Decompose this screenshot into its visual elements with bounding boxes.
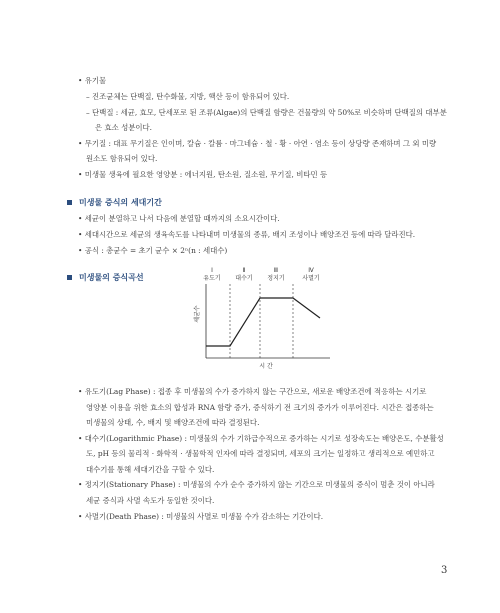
phase-1-num: Ⅰ (211, 267, 213, 274)
lag-phase-line-1: • 유도기(Lag Phase) : 접종 후 미생물의 수가 증가하지 않는 구간으로, 새로운 배양조건에 적응하는 시기로 (78, 387, 427, 396)
page-number: 3 (441, 565, 448, 576)
lag-phase-line-2: 영양분 이용을 위한 효소의 합성과 RNA 함량 증가, 증식하기 전 크기의 증가가 이루어진다. 시간은 접종하는 (86, 403, 434, 412)
growth-curve-line (206, 298, 320, 346)
lag-phase-line-3: 미생물의 상태, 수, 배지 및 배양조건에 따라 결정된다. (86, 418, 260, 427)
organic-heading: • 유기물 (78, 76, 107, 85)
phase-2-label: 대수기 (235, 275, 253, 282)
death-phase-line-1: • 사멸기(Death Phase) : 미생물의 사멸로 미생물 수가 감소하는 기간이다. (78, 512, 324, 521)
phase-4-num: Ⅳ (308, 267, 314, 274)
protein-line-3: 은 효소 성분이다. (95, 123, 153, 132)
protein-line-1: – 진조균체는 단백질, 탄수화물, 지방, 핵산 등이 함유되어 있다. (86, 92, 290, 101)
inorganic-line-1: • 무기질 : 대표 무기질은 인이며, 칼슘 · 칼륨 · 마그네슘 · 철 · 황 · 아연 · 염소 등이 상당량 존재하며 그 외 미량 (78, 139, 437, 148)
stationary-phase-line-2: 세균 증식과 사멸 속도가 동일한 것이다. (86, 496, 215, 505)
growth-curve-diagram (180, 262, 340, 378)
x-axis-label: 시 간 (259, 363, 273, 370)
protein-line-2: – 단백질 : 세균, 효모, 단세포로 된 조류(Algae)의 단백질 함량은 건물량의 약 50%로 비슷하며 단백질의 대부분 (86, 108, 447, 117)
phase-3-num: Ⅲ (273, 267, 279, 274)
phase-1-label: 유도기 (203, 275, 221, 282)
stationary-phase-line-1: • 정지기(Stationary Phase) : 미생물의 수가 순수 증가하지 않는 기간으로 미생물의 증식이 멈춘 것이 아니라 (78, 480, 435, 489)
generation-bullet-2: • 세대시간으로 세균의 생육속도를 나타내며 미생물의 종류, 배지 조성이나 배양조건 등에 따라 달라진다. (78, 230, 416, 239)
curve-title-text: 미생물의 증식곡선 (79, 273, 144, 282)
phase-4-label: 사멸기 (302, 275, 320, 282)
generation-section-title (67, 197, 162, 208)
section-square-icon (67, 275, 72, 280)
log-phase-line-2: 도, pH 등의 물리적 · 화학적 · 생물학적 인자에 따라 결정되며, 세포의 크기는 일정하고 생리적으로 예민하고 (86, 449, 435, 458)
log-phase-line-3: 대수기를 통해 세대기간을 구할 수 있다. (86, 465, 215, 474)
inorganic-line-2: 원소도 함유되어 있다. (86, 154, 158, 163)
phase-3-label: 정지기 (267, 275, 285, 282)
y-axis-label: 세균수 (194, 305, 201, 323)
generation-title-text: 미생물 증식의 세대기간 (79, 198, 162, 207)
section-square-icon (67, 200, 72, 205)
log-phase-line-1: • 대수기(Logarithmic Phase) : 미생물의 수가 기하급수적으로 증가하는 시기로 성장속도는 배양온도, 수분활성 (78, 434, 444, 443)
generation-bullet-1: • 세균이 분열하고 나서 다음에 분열할 때까지의 소요시간이다. (78, 214, 280, 223)
phase-2-num: Ⅱ (242, 267, 246, 274)
nutrients-line: • 미생물 생육에 필요한 영양분 : 에너지원, 탄소원, 질소원, 무기질, 비타민 등 (78, 170, 328, 179)
generation-bullet-3: • 공식 : 총균수 = 초기 균수 × 2ⁿ(n : 세대수) (78, 246, 228, 255)
curve-section-title (67, 272, 144, 283)
